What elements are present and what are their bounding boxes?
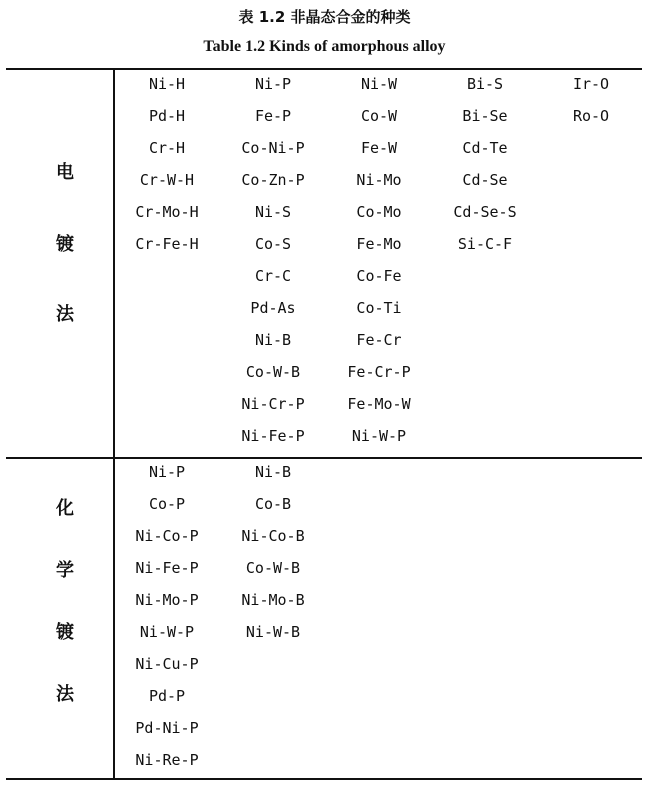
alloy-cell: Co-Zn-P [241,171,305,189]
table-bottom-rule [6,778,642,780]
alloy-column-1 [113,456,221,776]
alloy-cell: Fe-W [360,139,398,157]
alloy-cell: Ni-B [254,463,292,481]
alloy-cell: Ni-Cu-P [135,655,199,673]
alloy-cell: Ni-Mo [356,171,402,189]
alloy-cell: Ni-B [254,331,292,349]
alloy-column-5 [537,68,645,132]
alloy-column-3 [325,68,433,452]
alloy-cell: Ni-Co-P [135,527,199,545]
alloy-cell: Co-P [148,495,186,513]
alloy-cell: Ni-P [148,463,186,481]
method-char: 镀 [56,234,74,255]
alloy-cell: Ni-W-P [139,623,195,641]
alloy-cell: Cd-Se [462,171,508,189]
method-char: 学 [56,560,74,581]
alloy-cell: Pd-As [250,299,296,317]
alloy-cell: Ni-Cr-P [241,395,305,413]
alloy-cell: Fe-Cr-P [347,363,411,381]
method-char: 化 [56,498,74,519]
alloy-cell: Ni-Co-B [241,527,305,545]
alloy-column-2 [219,456,327,648]
alloy-cell: Ir-O [572,75,610,93]
alloy-cell: Ni-Fe-P [135,559,199,577]
alloy-cell: Cr-H [148,139,186,157]
alloy-cell: Co-W-B [245,559,301,577]
method-char: 法 [56,684,74,705]
method-char: 电 [56,162,74,183]
alloy-cell: Pd-P [148,687,186,705]
alloy-cell: Ni-Fe-P [241,427,305,445]
alloy-cell: Ni-W [360,75,398,93]
alloy-cell: Ro-O [572,107,610,125]
alloy-cell: Ni-H [148,75,186,93]
alloy-cell: Cr-W-H [139,171,195,189]
alloy-cell: Ni-W-B [245,623,301,641]
alloy-cell: Si-C-F [457,235,513,253]
alloy-cell: Co-W [360,107,398,125]
alloy-cell: Co-Fe [356,267,402,285]
alloy-cell: Co-Ti [356,299,402,317]
alloy-cell: Ni-W-P [351,427,407,445]
alloy-cell: Cr-Fe-H [135,235,199,253]
alloy-cell: Fe-Mo [356,235,402,253]
table-caption-chinese: 表 1.2 非晶态合金的种类 [238,8,411,26]
alloy-cell: Co-W-B [245,363,301,381]
alloy-cell: Co-Ni-P [241,139,305,157]
alloy-cell: Co-Mo [356,203,402,221]
alloy-cell: Ni-Mo-B [241,591,305,609]
alloy-cell: Pd-H [148,107,186,125]
alloy-cell: Cd-Te [462,139,508,157]
alloy-cell: Ni-Re-P [135,751,199,769]
method-char: 法 [56,304,74,325]
alloy-cell: Bi-Se [462,107,508,125]
alloy-cell: Fe-Cr [356,331,402,349]
alloy-cell: Bi-S [466,75,504,93]
alloy-cell: Pd-Ni-P [135,719,199,737]
alloy-cell: Co-B [254,495,292,513]
alloy-cell: Co-S [254,235,292,253]
alloy-cell: Ni-P [254,75,292,93]
method-char: 镀 [56,622,74,643]
table-caption-english: Table 1.2 Kinds of amorphous alloy [203,38,446,55]
alloy-cell: Cd-Se-S [453,203,517,221]
alloy-cell: Cr-C [254,267,292,285]
alloy-cell: Fe-P [254,107,292,125]
alloy-column-1 [113,68,221,260]
alloy-cell: Cr-Mo-H [135,203,199,221]
alloy-column-2 [219,68,327,452]
alloy-cell: Ni-Mo-P [135,591,199,609]
alloy-cell: Fe-Mo-W [347,395,411,413]
alloy-column-4 [431,68,539,260]
alloy-cell: Ni-S [254,203,292,221]
